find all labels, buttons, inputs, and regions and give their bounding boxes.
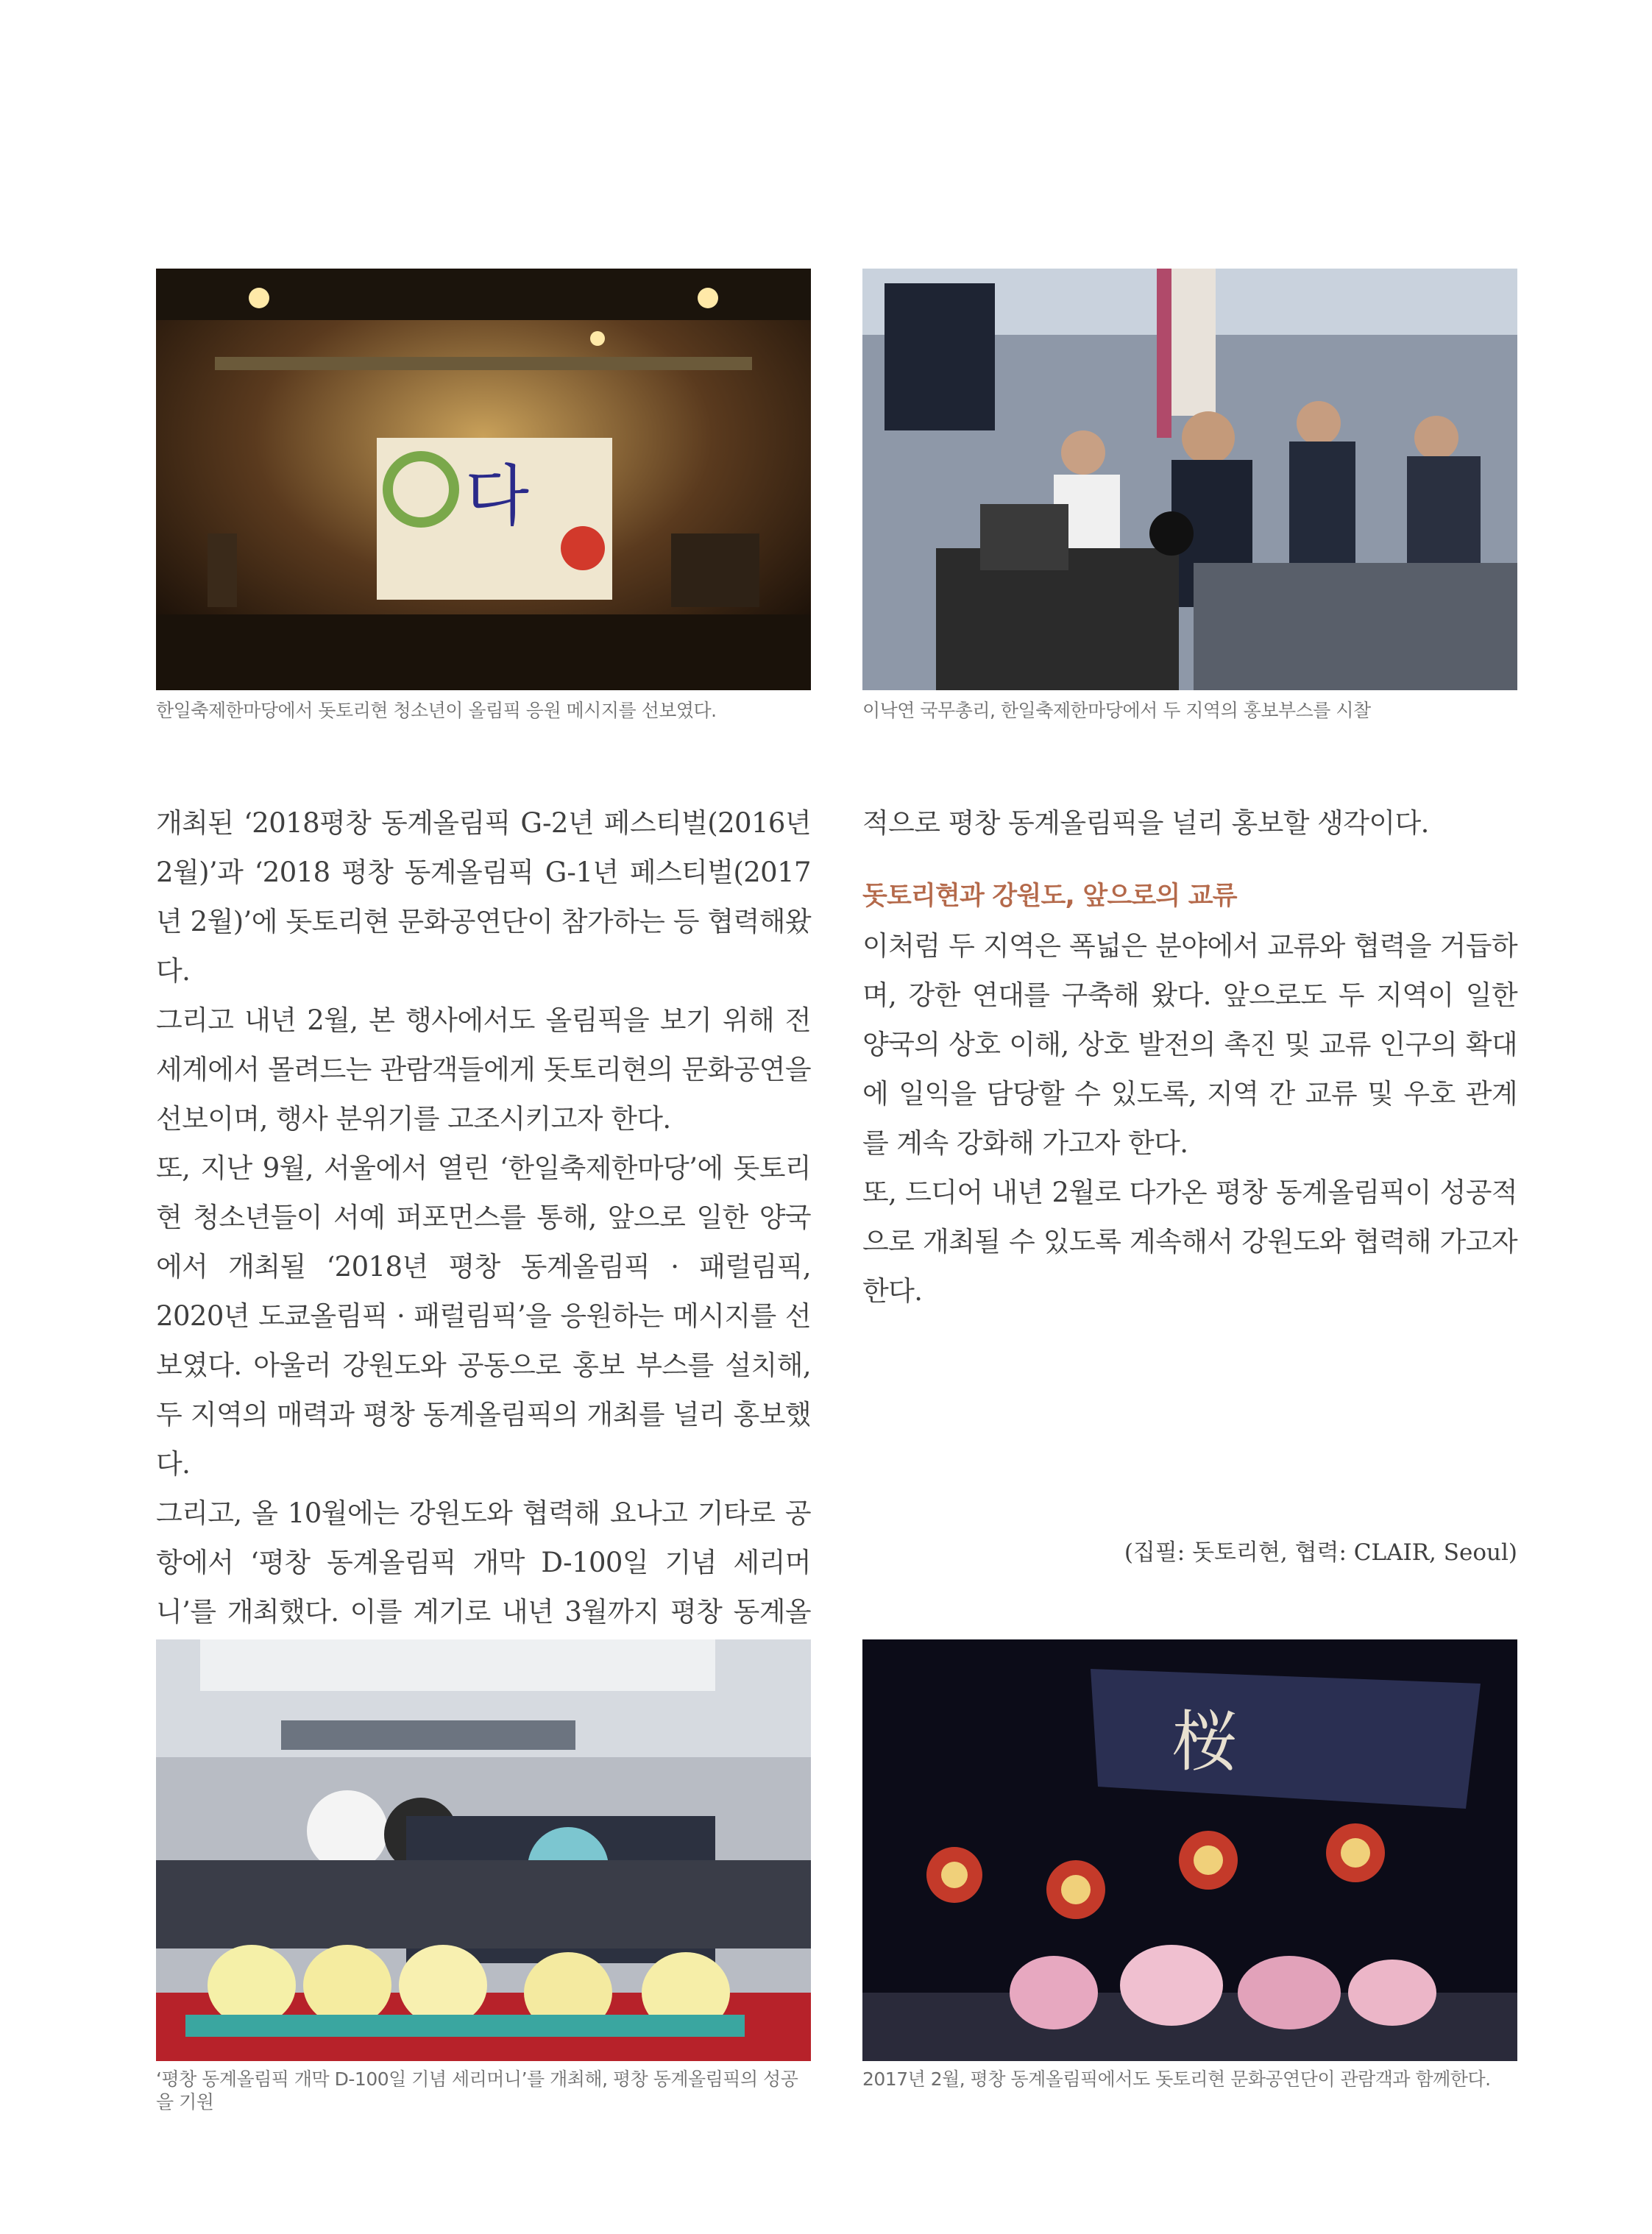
photo-festival-stage bbox=[156, 269, 811, 690]
photo-d100-ceremony bbox=[156, 1639, 811, 2061]
caption-photo-3: ‘평창 동계올림픽 개막 D-100일 기념 세리머니’를 개최해, 평창 동계올림픽의 성공을 기원 bbox=[156, 2068, 798, 2113]
photo-booth-visit bbox=[862, 269, 1517, 690]
photo-tottori-performance bbox=[862, 1639, 1517, 2061]
section-heading: 돗토리현과 강원도, 앞으로의 교류 bbox=[862, 882, 1237, 911]
svg-text:桜: 桜 bbox=[1171, 1703, 1238, 1781]
left-text-column bbox=[156, 798, 811, 1735]
author-credit: (집필: 돗토리현, 협력: CLAIR, Seoul) bbox=[1124, 1539, 1517, 1566]
paragraph: 개최된 ‘2018평창 동계올림픽 G-2년 페스티벌(2016년 2월)’과 ‘2018 평창 동계올림픽 G-1년 페스티벌(2017년 2월)’에 돗토리현 문화공연단이 참가하는 등 협력해왔다. bbox=[156, 807, 811, 987]
paragraph: 이처럼 두 지역은 폭넓은 분야에서 교류와 협력을 거듭하며, 강한 연대를 구축해 왔다. 앞으로도 두 지역이 일한 양국의 상호 이해, 상호 발전의 촉진 및 교류 인구의 확대에 일익을 담당할 수 있도록, 지역 간 교류 및 우호 관계를 계속 강화해 가고자 한다. bbox=[862, 930, 1517, 1159]
svg-text:다: 다 bbox=[465, 458, 529, 535]
right-text-column bbox=[862, 798, 1517, 1316]
paragraph: 또, 지난 9월, 서울에서 열린 ‘한일축제한마당’에 돗토리현 청소년들이 서예 퍼포먼스를 통해, 앞으로 일한 양국에서 개최될 ‘2018년 평창 동계올림픽 · 패럴림픽, 2020년 도쿄올림픽 · 패럴림픽’을 응원하는 메시지를 선보였다. 아울러 강원도와 공동으로 홍보 부스를 설치해, 두 지역의 매력과 평창 동계올림픽의 개최를 널리 홍보했다. bbox=[156, 1152, 811, 1480]
paragraph: 또, 드디어 내년 2월로 다가온 평창 동계올림픽이 성공적으로 개최될 수 있도록 계속해서 강원도와 협력해 가고자 한다. bbox=[862, 1177, 1517, 1307]
intro-paragraph: 적으로 평창 동계올림픽을 널리 홍보할 생각이다. bbox=[862, 807, 1429, 839]
paragraph: 그리고 내년 2월, 본 행사에서도 올림픽을 보기 위해 전세계에서 몰려드는 관람객들에게 돗토리현의 문화공연을 선보이며, 행사 분위기를 고조시키고자 한다. bbox=[156, 1004, 811, 1135]
caption-photo-1: 한일축제한마당에서 돗토리현 청소년이 올림픽 응원 메시지를 선보였다. bbox=[156, 700, 717, 721]
caption-photo-4: 2017년 2월, 평창 동계올림픽에서도 돗토리현 문화공연단이 관람객과 함께한다. bbox=[862, 2068, 1491, 2090]
caption-photo-2: 이낙연 국무총리, 한일축제한마당에서 두 지역의 홍보부스를 시찰 bbox=[862, 700, 1371, 721]
paragraph: 그리고, 올 10월에는 강원도와 협력해 요나고 기타로 공항에서 ‘평창 동계올림픽 개막 D-100일 기념 세리머니’를 개최했다. 이를 계기로 내년 3월까지 평창 동계올 bbox=[156, 1497, 811, 1628]
